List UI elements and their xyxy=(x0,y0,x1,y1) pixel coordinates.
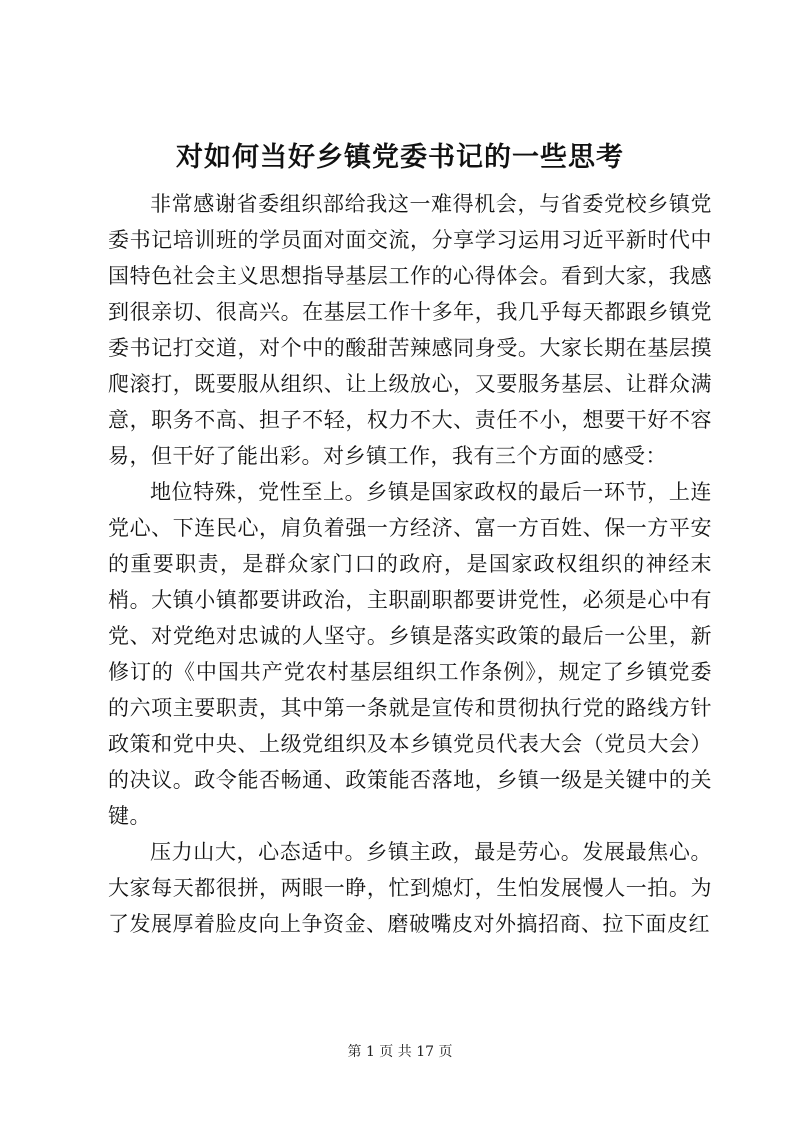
document-body xyxy=(108,186,712,942)
page-number-footer: 第 1 页 共 17 页 xyxy=(347,1044,453,1060)
paragraph-pressure: 压力山大，心态适中。乡镇主政，最是劳心。发展最焦心。大家每天都很拼，两眼一睁，忙到熄灯，生怕发展慢人一拍。为了发展厚着脸皮向上争资金、磨破嘴皮对外搞招商、拉下面皮红 xyxy=(108,840,712,936)
document-title: 对如何当好乡镇党委书记的一些思考 xyxy=(176,142,624,173)
paragraph-status: 地位特殊，党性至上。乡镇是国家政权的最后一环节，上连党心、下连民心，肩负着强一方经济、富一方百姓、保一方平安的重要职责，是群众家门口的政府，是国家政权组织的神经末梢。大镇小镇都要讲政治，主职副职都要讲党性，必须是心中有党、对党绝对忠诚的人坚守。乡镇是落实政策的最后一公里，新修订的《中国共产党农村基层组织工作条例》，规定了乡镇党委的六项主要职责，其中第一条就是宣传和贯彻执行党的路线方针政策和党中央、上级党组织及本乡镇党员代表大会（党员大会）的决议。政令能否畅通、政策能否落地，乡镇一级是关键中的关键。 xyxy=(108,480,712,828)
paragraph-intro: 非常感谢省委组织部给我这一难得机会，与省委党校乡镇党委书记培训班的学员面对面交流，分享学习运用习近平新时代中国特色社会主义思想指导基层工作的心得体会。看到大家，我感到很亲切、很高兴。在基层工作十多年，我几乎每天都跟乡镇党委书记打交道，对个中的酸甜苦辣感同身受。大家长期在基层摸爬滚打，既要服从组织、让上级放心，又要服务基层、让群众满意，职务不高、担子不轻，权力不大、责任不小，想要干好不容易，但干好了能出彩。对乡镇工作，我有三个方面的感受： xyxy=(108,192,712,468)
